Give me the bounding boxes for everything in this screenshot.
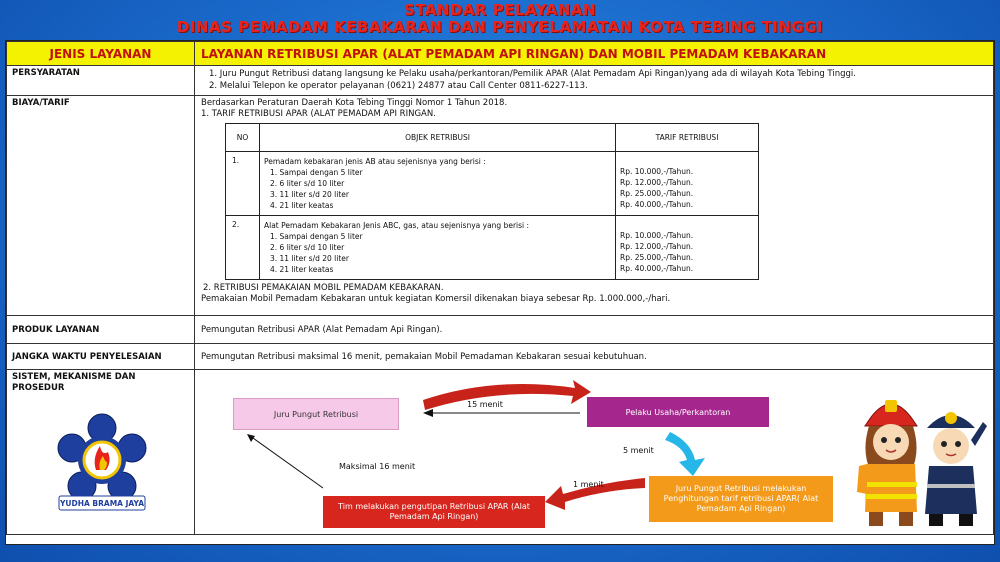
tarif-row-no: 2. [226, 216, 260, 280]
table-row [226, 152, 759, 216]
row-persyaratan [7, 66, 994, 96]
list-item: 1. Sampai dengan 5 liter [270, 168, 363, 177]
row-biaya [7, 96, 994, 316]
table-header-row [7, 42, 994, 66]
tarif-row-desc: Alat Pemadam Kebakaran Jenis ABC, gas, atau sejenisnya yang berisi : [264, 221, 530, 230]
flow-diagram [195, 370, 993, 533]
box-pelaku-usaha: Pelaku Usaha/Perkantoran [587, 397, 769, 427]
list-item: 2. 6 liter s/d 10 liter [270, 179, 345, 188]
list-item: 4. 21 liter keatas [270, 265, 334, 274]
tarif-value: Rp. 12.000,-/Tahun. [620, 242, 694, 251]
list-item: 2. 6 liter s/d 10 liter [270, 243, 345, 252]
header-jenis-layanan: JENIS LAYANAN [7, 42, 195, 66]
biaya-section-2: 2. RETRIBUSI PEMAKAIAN MOBIL PEMADAM KEBAKARAN. [203, 283, 444, 293]
tarif-row-objek [260, 216, 616, 280]
page-subtitle: DINAS PEMADAM KEBAKARAN DAN PENYELAMATAN KOTA TEBING TINGGI [176, 18, 824, 36]
persyaratan-item-1: 1. Juru Pungut Retribusi datang langsung ke Pelaku usaha/perkantoran/Pemilik APAR (Alat Pemadam Api Ringan)yang ada di wilayah Kota Tebing Tinggi. [209, 69, 856, 79]
jangka-text: Pemungutan Retribusi maksimal 16 menit, pemakaian Mobil Pemadaman Kebakaran sesuai kebutuhuan. [195, 344, 994, 370]
label-maksimal-16-menit: Maksimal 16 menit [339, 462, 416, 471]
arrow-thin-bottom [253, 438, 323, 488]
box-juru-pungut: Juru Pungut Retribusi [233, 398, 399, 430]
tarif-table [225, 123, 759, 280]
firefighter-mascot-icon [843, 382, 993, 532]
table-row [226, 216, 759, 280]
persyaratan-item-2: 2. Melalui Telepon ke operator pelayanan (0621) 24877 atau Call Center 0811-6227-113. [209, 81, 588, 91]
page-title: STANDAR PELAYANAN [403, 1, 597, 19]
row-produk [7, 316, 994, 344]
row-sistem [7, 370, 994, 535]
label-5-menit: 5 menit [623, 446, 654, 455]
biaya-section-1: 1. TARIF RETRIBUSI APAR (ALAT PEMADAM API RINGAN. [201, 109, 436, 119]
logo-motto: YUDHA BRAMA JAYA [59, 499, 145, 508]
tarif-row-values [616, 152, 759, 216]
list-item: 4. 21 liter keatas [270, 201, 334, 210]
rescuer-boy [925, 412, 987, 526]
label-persyaratan: PERSYARATAN [7, 66, 195, 96]
label-produk: PRODUK LAYANAN [7, 316, 195, 344]
list-item: 3. 11 liter s/d 20 liter [270, 190, 349, 199]
standard-table [6, 41, 994, 535]
standard-sheet [5, 40, 995, 545]
tarif-value: Rp. 25.000,-/Tahun. [620, 253, 694, 262]
row-jangka-waktu [7, 344, 994, 370]
tarif-value: Rp. 10.000,-/Tahun. [620, 231, 694, 240]
tarif-row-values [616, 216, 759, 280]
flow-diagram-cell [195, 370, 994, 535]
agency-logo [47, 408, 157, 518]
tarif-row-no: 1. [226, 152, 260, 216]
biaya-intro: Berdasarkan Peraturan Daerah Kota Tebing Tinggi Nomor 1 Tahun 2018. [201, 98, 508, 108]
label-sistem: SISTEM, MEKANISME DAN PROSEDUR [12, 372, 136, 393]
label-biaya: BIAYA/TARIF [7, 96, 195, 316]
arrow-red-top [423, 380, 591, 410]
tarif-value: Rp. 10.000,-/Tahun. [620, 167, 694, 176]
header-layanan-title: LAYANAN RETRIBUSI APAR (ALAT PEMADAM API RINGAN) DAN MOBIL PEMADAM KEBAKARAN [195, 42, 994, 66]
page-header [0, 2, 1000, 36]
arrow-cyan [665, 432, 705, 476]
list-item: 3. 11 liter s/d 20 liter [270, 254, 349, 263]
tarif-col-no: NO [226, 124, 260, 152]
box-penghitungan: Juru Pungut Retribusi melakukan Penghitungan tarif retribusi APAR( Alat Pemadam Api Ringan) [649, 476, 833, 522]
produk-text: Pemungutan Retribusi APAR (Alat Pemadam Api Ringan). [195, 316, 994, 344]
tarif-col-tarif: TARIF RETRIBUSI [616, 124, 759, 152]
box-pengutipan: Tim melakukan pengutipan Retribusi APAR (Alat Pemadam Api Ringan) [323, 496, 545, 528]
tarif-row-desc: Pemadam kebakaran jenis AB atau sejenisnya yang berisi : [264, 157, 486, 166]
tarif-col-objek: OBJEK RETRIBUSI [260, 124, 616, 152]
label-15-menit: 15 menit [467, 400, 503, 409]
arrow-thin-top-head [423, 409, 433, 417]
tarif-value: Rp. 40.000,-/Tahun. [620, 264, 694, 273]
sistem-label-cell [7, 370, 195, 535]
tarif-row-objek [260, 152, 616, 216]
biaya-section-2-text: Pemakaian Mobil Pemadam Kebakaran untuk kegiatan Komersil dikenakan biaya sebesar Rp. 1.000.000,-/hari. [201, 294, 671, 304]
tarif-value: Rp. 25.000,-/Tahun. [620, 189, 694, 198]
persyaratan-content [195, 66, 994, 96]
tarif-value: Rp. 12.000,-/Tahun. [620, 178, 694, 187]
biaya-content [195, 96, 994, 316]
tarif-value: Rp. 40.000,-/Tahun. [620, 200, 694, 209]
firefighter-girl [857, 400, 917, 526]
label-1-menit: 1 menit [573, 480, 604, 489]
list-item: 1. Sampai dengan 5 liter [270, 232, 363, 241]
label-jangka-waktu: JANGKA WAKTU PENYELESAIAN [7, 344, 195, 370]
